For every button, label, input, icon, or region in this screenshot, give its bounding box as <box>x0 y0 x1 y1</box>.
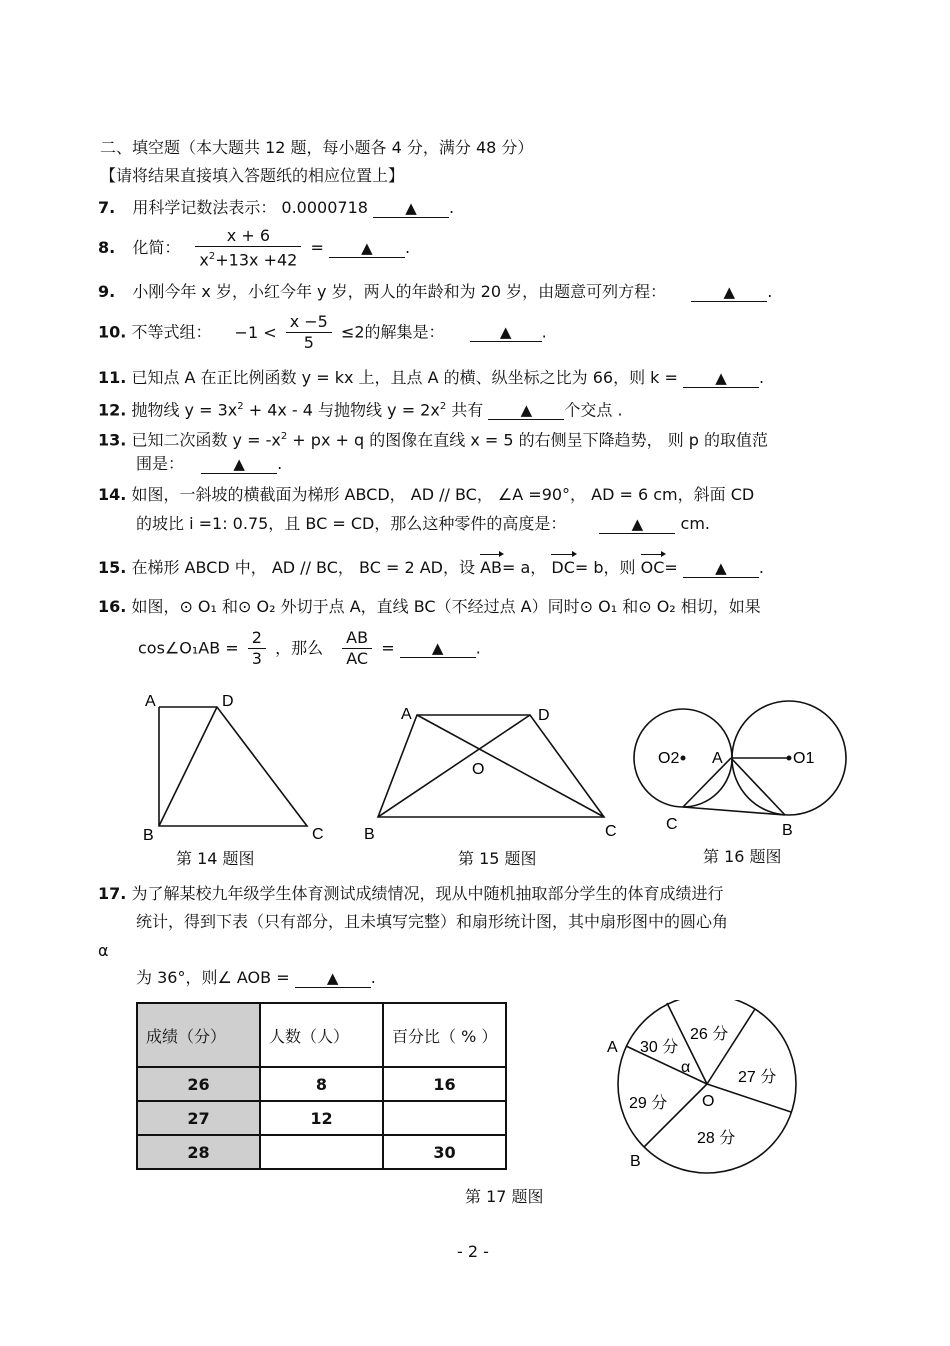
fraction-numerator: 2 <box>248 628 266 649</box>
label-d: D <box>538 707 550 724</box>
equals-sign: = <box>310 238 324 258</box>
figure-14 <box>135 688 345 848</box>
table-row <box>137 1101 506 1135</box>
cell-percent <box>383 1101 506 1135</box>
question-number: 12. <box>98 400 127 420</box>
question-text: 化简： <box>132 238 181 258</box>
label-o1: O1 <box>793 750 815 767</box>
question-14-line2 <box>136 514 710 534</box>
fraction-numerator: x + 6 <box>195 226 301 247</box>
label-b: B <box>143 827 154 844</box>
section-title: 二、填空题（本大题共 12 题，每小题各 4 分，满分 48 分） <box>100 138 534 157</box>
question-text: 为 36°，则∠ AOB = <box>136 968 290 987</box>
label-d: D <box>222 693 234 710</box>
equals-sign: = <box>381 638 395 658</box>
diagonal-bd <box>159 707 217 826</box>
slice-label-29: 29 分 <box>629 1095 668 1112</box>
label-o: O <box>472 761 485 778</box>
label-b: B <box>630 1153 641 1170</box>
answer-triangle-icon: ▲ <box>631 515 644 533</box>
question-17 <box>98 884 723 904</box>
cell-count: 12 <box>260 1101 383 1135</box>
question-17-line2: 统计，得到下表（只有部分，且未填写完整）和扇形统计图，其中扇形图中的圆心角 <box>136 912 729 931</box>
cell-percent: 30 <box>383 1135 506 1169</box>
question-16 <box>98 597 761 617</box>
header-percent: 百分比（ % ） <box>383 1003 506 1067</box>
question-number: 16. <box>98 597 127 616</box>
question-text: 小刚今年 x 岁，小红今年 y 岁，两人的年龄和为 20 岁，由题意可列方程： <box>132 282 667 301</box>
period: . <box>370 968 376 987</box>
inequality-left: −1 < <box>234 322 277 342</box>
period: . <box>759 368 765 387</box>
period: . <box>541 322 547 342</box>
answer-triangle-icon: ▲ <box>715 559 727 577</box>
question-14 <box>98 485 754 505</box>
question-text: 已知二次函数 y = -x <box>131 430 281 450</box>
label-a: A <box>607 1039 618 1056</box>
vector-ab: AB <box>480 558 502 577</box>
fraction <box>195 226 301 270</box>
answer-blank[interactable] <box>683 369 759 388</box>
question-text: 围是： <box>136 454 185 473</box>
answer-triangle-icon: ▲ <box>431 639 444 657</box>
caption-fig16: 第 16 题图 <box>703 847 782 866</box>
question-text: + px + q 的图像在直线 x = 5 的右侧呈下降趋势， 则 p 的取值范 <box>287 430 769 450</box>
cell-count <box>260 1135 383 1169</box>
period: . <box>758 558 765 577</box>
label-alpha: α <box>681 1059 691 1076</box>
fraction <box>248 628 266 669</box>
cell-score: 26 <box>137 1067 260 1101</box>
question-8 <box>98 226 410 270</box>
slice-label-28: 28 分 <box>697 1130 736 1147</box>
label-a: A <box>401 706 412 723</box>
fraction-denominator: $x^2+13x +42$ <box>199 250 298 270</box>
answer-blank[interactable] <box>373 199 449 218</box>
label-c: C <box>666 816 678 833</box>
question-text: = a， <box>502 558 547 577</box>
question-text: 如图，⊙ O₁ 和⊙ O₂ 外切于点 A，直线 BC（不经过点 A）同时⊙ O₁ 和⊙ O₂ 相切，如果 <box>131 597 761 616</box>
answer-triangle-icon: ▲ <box>715 369 727 387</box>
answer-triangle-icon: ▲ <box>520 401 533 420</box>
fraction-denominator: 5 <box>303 333 314 352</box>
slice-label-26: 26 分 <box>690 1026 729 1043</box>
question-10 <box>98 312 547 353</box>
answer-blank[interactable] <box>470 323 542 342</box>
label-c: C <box>312 826 324 843</box>
answer-triangle-icon: ▲ <box>361 238 373 257</box>
section-instruction: 【请将结果直接填入答题纸的相应位置上】 <box>100 166 405 185</box>
question-text: 共有 <box>446 400 484 420</box>
question-number: 9. <box>98 282 116 301</box>
slice-label-27: 27 分 <box>738 1069 777 1086</box>
answer-triangle-icon: ▲ <box>723 283 735 301</box>
segment-a-c <box>683 758 731 807</box>
fraction-denominator: AC <box>346 649 369 668</box>
diagonal-bd <box>378 715 530 817</box>
vector-dc: DC <box>551 558 575 577</box>
table-header-row <box>137 1003 506 1067</box>
question-number: 8. <box>98 238 116 258</box>
question-tail: 个交点 . <box>564 400 623 420</box>
question-number: 7. <box>98 198 116 217</box>
answer-triangle-icon: ▲ <box>326 969 339 987</box>
question-number: 10. <box>98 322 127 342</box>
question-13: 13. 已知二次函数 $y = -x^2$ + px + q 的图像在直线 x = 5 的右侧呈下降趋势， 则 p 的取值范 <box>98 430 769 450</box>
label-a: A <box>145 693 156 710</box>
caption-fig17: 第 17 题图 <box>465 1187 544 1206</box>
question-tail: 的解集是： <box>364 322 445 342</box>
period: . <box>475 638 481 658</box>
figure-16 <box>625 695 850 845</box>
fraction <box>342 628 372 669</box>
radius-28 <box>707 1084 791 1112</box>
diagonal-ac <box>417 715 604 817</box>
label-o: O <box>702 1093 715 1110</box>
trapezoid-outline <box>159 707 307 826</box>
inequality-right: ≤2 <box>340 322 365 342</box>
question-text: 如图，一斜坡的横截面为梯形 ABCD， AD // BC， ∠A =90°， AD = 6 cm，斜面 CD <box>131 485 755 504</box>
question-number: 17. <box>98 884 127 903</box>
question-text: ，那么 <box>275 638 324 658</box>
fraction <box>286 312 332 353</box>
question-text: = <box>664 558 678 577</box>
header-score: 成绩（分） <box>137 1003 260 1067</box>
trapezoid-outline <box>378 715 604 817</box>
label-b: B <box>782 822 793 839</box>
question-17-alpha: α <box>98 941 109 960</box>
question-12: 12. 抛物线 $y = 3x^2 + 4x - 4$ 与抛物线 $y = 2x^2$ 共有 ▲ 个交点 . <box>98 400 623 420</box>
answer-blank[interactable] <box>488 401 564 420</box>
unit-label: cm. <box>680 514 710 533</box>
question-9 <box>98 282 772 302</box>
question-number: 13. <box>98 430 127 450</box>
question-text: 在梯形 ABCD 中， AD // BC， BC = 2 AD，设 <box>131 558 475 577</box>
label-b: B <box>364 826 375 843</box>
denom-part: x <box>199 250 209 270</box>
question-number: 15. <box>98 558 127 577</box>
center-o2 <box>681 756 686 761</box>
pie-chart <box>600 1000 810 1175</box>
label-a: A <box>712 750 723 767</box>
answer-blank[interactable] <box>295 969 371 988</box>
question-17-line3 <box>136 968 376 988</box>
page-number: - 2 - <box>457 1242 489 1261</box>
question-text: 抛物线 y = 3x <box>131 400 238 420</box>
header-count: 人数（人） <box>260 1003 383 1067</box>
question-16-line2 <box>138 628 481 669</box>
answer-blank[interactable] <box>201 455 277 474</box>
answer-blank[interactable] <box>400 639 476 658</box>
table-row <box>137 1135 506 1169</box>
fraction-numerator: AB <box>342 628 372 649</box>
cell-score: 27 <box>137 1101 260 1135</box>
cell-percent: 16 <box>383 1067 506 1101</box>
question-text: 已知点 A 在正比例函数 y = kx 上，且点 A 的横、纵坐标之比为 66，则 k = <box>131 368 678 387</box>
question-11 <box>98 368 764 388</box>
question-number: 14. <box>98 485 127 504</box>
question-text: = b，则 <box>574 558 636 577</box>
question-text: 的坡比 i =1: 0.75，且 BC = CD，那么这种零件的高度是： <box>136 514 567 533</box>
question-text: 为了解某校九年级学生体育测试成绩情况，现从中随机抽取部分学生的体育成绩进行 <box>131 884 724 903</box>
period: . <box>767 282 773 301</box>
answer-triangle-icon: ▲ <box>233 455 245 473</box>
denom-part: +13x +42 <box>215 250 298 270</box>
question-15 <box>98 558 764 578</box>
question-text: 用科学记数法表示： 0.0000718 <box>132 198 368 217</box>
slice-label-30: 30 分 <box>640 1039 679 1056</box>
question-text: 不等式组： <box>131 322 212 342</box>
answer-blank[interactable] <box>683 559 759 578</box>
caption-fig15: 第 15 题图 <box>458 849 537 868</box>
period: . <box>404 238 411 258</box>
score-table <box>136 1002 507 1170</box>
answer-triangle-icon: ▲ <box>499 323 512 341</box>
answer-blank[interactable] <box>329 239 405 258</box>
vector-oc: OC <box>640 558 665 577</box>
question-13-line2 <box>136 454 282 474</box>
label-o2: O2 <box>658 750 680 767</box>
caption-fig14: 第 14 题图 <box>176 849 255 868</box>
cos-expression: cos∠O₁AB = <box>138 638 239 658</box>
figure-15 <box>360 700 625 845</box>
cell-count: 8 <box>260 1067 383 1101</box>
cell-score: 28 <box>137 1135 260 1169</box>
period: . <box>277 454 283 473</box>
question-text: + 4x - 4 与抛物线 y = 2x <box>243 400 440 420</box>
fraction-denominator: 3 <box>251 649 262 668</box>
period: . <box>449 198 455 217</box>
question-7 <box>98 198 454 218</box>
answer-blank[interactable] <box>691 283 767 302</box>
fraction-numerator: x −5 <box>286 312 332 333</box>
table-row <box>137 1067 506 1101</box>
answer-blank[interactable] <box>599 515 675 534</box>
question-number: 11. <box>98 368 127 387</box>
label-c: C <box>605 823 617 840</box>
answer-triangle-icon: ▲ <box>405 199 417 217</box>
